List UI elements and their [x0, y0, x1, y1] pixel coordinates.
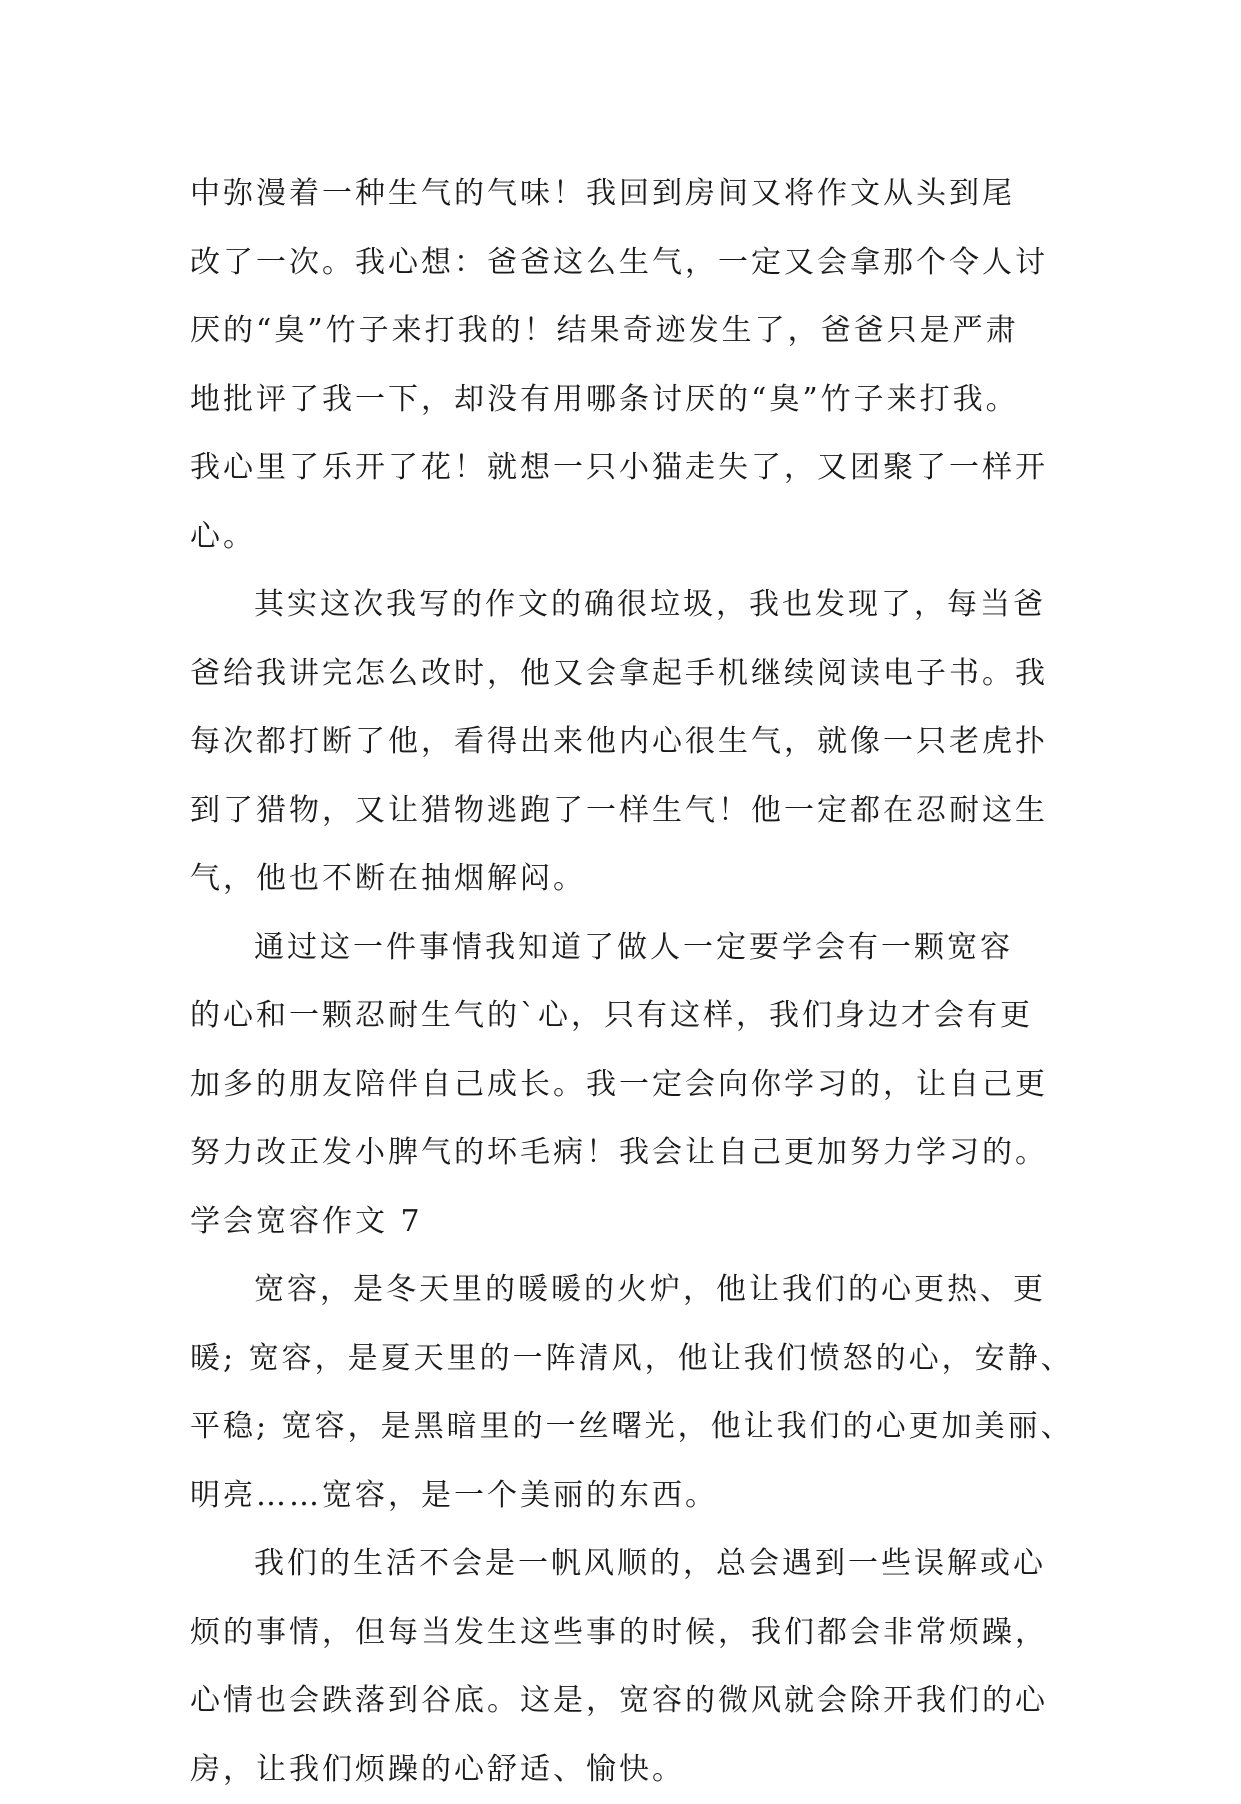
text-line: 爸给我讲完怎么改时，他又会拿起手机继续阅读电子书。我: [190, 640, 1070, 709]
text-line: 中弥漫着一种生气的气味！我回到房间又将作文从头到尾: [190, 160, 1070, 229]
text-line: 努力改正发小脾气的坏毛病！我会让自己更加努力学习的。: [190, 1119, 1070, 1188]
paragraph-first-line: 通过这一件事情我知道了做人一定要学会有一颗宽容: [190, 914, 1070, 983]
text-line: 加多的朋友陪伴自己成长。我一定会向你学习的，让自己更: [190, 1051, 1070, 1120]
paragraph-first-line: 我们的生活不会是一帆风顺的，总会遇到一些误解或心: [190, 1530, 1070, 1599]
text-line: 我心里了乐开了花！就想一只小猫走失了，又团聚了一样开: [190, 434, 1070, 503]
text-line: 厌的“臭”竹子来打我的！结果奇迹发生了，爸爸只是严肃: [190, 297, 1070, 366]
text-line: 房，让我们烦躁的心舒适、愉快。: [190, 1736, 1070, 1804]
text-line: 到了猎物，又让猎物逃跑了一样生气！他一定都在忍耐这生: [190, 777, 1070, 846]
text-line: 每次都打断了他，看得出来他内心很生气，就像一只老虎扑: [190, 708, 1070, 777]
document-body: [190, 160, 1070, 1804]
text-line: 气，他也不断在抽烟解闷。: [190, 845, 1070, 914]
paragraph-first-line: 宽容，是冬天里的暖暖的火炉，他让我们的心更热、更: [190, 1256, 1070, 1325]
section-heading: 学会宽容作文 7: [190, 1188, 1070, 1257]
text-line: 地批评了我一下，却没有用哪条讨厌的“臭”竹子来打我。: [190, 366, 1070, 435]
text-line: 暖; 宽容，是夏天里的一阵清风，他让我们愤怒的心，安静、: [190, 1325, 1070, 1394]
text-line: 烦的事情，但每当发生这些事的时候，我们都会非常烦躁，: [190, 1599, 1070, 1668]
text-line: 的心和一颗忍耐生气的`心，只有这样，我们身边才会有更: [190, 982, 1070, 1051]
text-line: 明亮……宽容，是一个美丽的东西。: [190, 1462, 1070, 1531]
text-line: 平稳; 宽容，是黑暗里的一丝曙光，他让我们的心更加美丽、: [190, 1393, 1070, 1462]
text-line: 心情也会跌落到谷底。这是，宽容的微风就会除开我们的心: [190, 1667, 1070, 1736]
text-line: 改了一次。我心想：爸爸这么生气，一定又会拿那个令人讨: [190, 229, 1070, 298]
text-line: 心。: [190, 503, 1070, 572]
paragraph-first-line: 其实这次我写的作文的确很垃圾，我也发现了，每当爸: [190, 571, 1070, 640]
